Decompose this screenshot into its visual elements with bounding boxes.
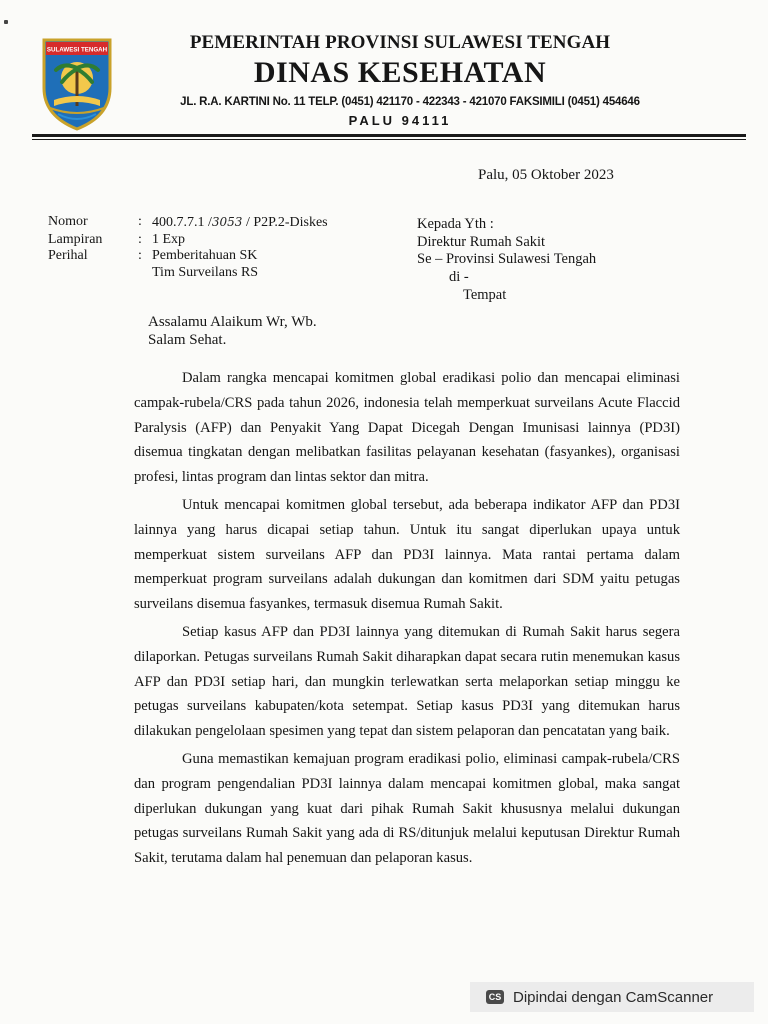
perihal-value: [152, 248, 258, 281]
meta-row-nomor: [48, 214, 328, 232]
nomor-suffix: / P2P.2-Diskes: [242, 215, 328, 230]
letterhead-rule-thick: [32, 134, 746, 137]
nomor-handwritten: 3053: [211, 215, 243, 229]
recipient-line-1: Kepada Yth :: [417, 216, 494, 232]
nomor-prefix: 400.7.7.1 /: [152, 215, 212, 230]
nomor-value: [152, 214, 328, 232]
nomor-label: Nomor: [48, 214, 88, 229]
recipient-block: [417, 216, 596, 305]
body-paragraph: Setiap kasus AFP dan PD3I lainnya yang ditemukan di Rumah Sakit harus segera dilaporkan. Petugas surveilans Rumah Sakit diharapkan dapat secara rutin menemukan kasus AFP dan PD3I setiap hari, dan mungkin terlewatkan serta melaporkan setiap minggu ke petugas surveilans kabupaten/kota setempat. Setiap kasus PD3I yang ditemukan harus dilakukan pengelolaan spesimen yang tepat dan sistem pelaporan dan pencatatan yang baik.: [134, 623, 680, 740]
perihal-label: Perihal: [48, 248, 88, 263]
recipient-line-2: Direktur Rumah Sakit: [417, 233, 546, 250]
recipient-line-4: di -: [449, 268, 469, 285]
greeting-line-2: Salam Sehat.: [148, 332, 227, 348]
letter-meta: [48, 214, 328, 281]
perihal-line-2: Tim Surveilans RS: [152, 264, 259, 280]
colon: :: [138, 248, 142, 263]
scan-speck: [4, 20, 8, 24]
department-heading: DINAS KESEHATAN: [253, 56, 547, 89]
recipient-line-3: Se – Provinsi Sulawesi Tengah: [417, 251, 597, 267]
letterhead-rule-thin: [32, 139, 746, 140]
svg-text:SULAWESI TENGAH: SULAWESI TENGAH: [46, 46, 108, 54]
government-heading: PEMERINTAH PROVINSI SULAWESI TENGAH: [189, 32, 611, 53]
body-paragraph: Untuk mencapai komitmen global tersebut, ada beberapa indikator AFP dan PD3I lainnya yang harus dicapai setiap tahun. Untuk itu sangat diperlukan upaya untuk memperkuat sistem surveilans AFP dan PD3I lainnya. Mata rantai pertama dalam memperkuat program surveilans adalah dukungan dan komitmen dari SDM yaitu petugas surveilans disemua fasyankes, termasuk disemua Rumah Sakit.: [134, 496, 680, 613]
lampiran-value: 1 Exp: [152, 231, 186, 247]
letterhead-address: JL. R.A. KARTINI No. 11 TELP. (0451) 421170 - 422343 - 421070 FAKSIMILI (0451) 454646: [180, 96, 640, 108]
meta-row-lampiran: [48, 232, 328, 249]
letterhead-city: PALU 94111: [348, 113, 452, 128]
greeting-line-1: Assalamu Alaikum Wr, Wb.: [148, 314, 317, 330]
camscanner-text: Dipindai dengan CamScanner: [513, 988, 714, 1006]
colon: :: [138, 214, 142, 229]
recipient-line-5: Tempat: [463, 287, 507, 303]
perihal-line-1: Pemberitahuan SK: [152, 248, 258, 263]
lampiran-label: Lampiran: [48, 231, 103, 247]
camscanner-icon: CS: [486, 990, 504, 1004]
camscanner-watermark: [470, 982, 754, 1012]
body-paragraph: Dalam rangka mencapai komitmen global eradikasi polio dan mencapai eliminasi campak-rubela/CRS pada tahun 2026, indonesia telah memperkuat surveilans Acute Flaccid Paralysis (AFP) dan Penyakit Yang Dapat Dicegah Dengan Imunisasi lainnya (PD3I) disemua tingkatan dengan melibatkan fasilitas pelayanan kesehatan (fasyankes), organisasi profesi, lintas program dan lintas sektor dan mitra.: [134, 370, 680, 486]
letter-date: Palu, 05 Oktober 2023: [478, 167, 614, 183]
colon: :: [138, 231, 142, 247]
greeting: [148, 313, 317, 349]
letter-body: [134, 366, 680, 874]
body-paragraph: Guna memastikan kemajuan program eradikasi polio, eliminasi campak-rubela/CRS dan program pengendalian PD3I lainnya dalam mencapai komitmen global, maka sangat diperlukan dukungan yang kuat dari pihak Rumah Sakit khususnya melalui dukungan petugas surveilans Rumah Sakit yang ada di RS/ditunjuk melalui keputusan Direktur Rumah Sakit, terutama dalam hal penemuan dan pelaporan kasus.: [134, 750, 680, 867]
province-emblem-logo: [40, 36, 114, 132]
meta-row-perihal: [48, 248, 328, 281]
